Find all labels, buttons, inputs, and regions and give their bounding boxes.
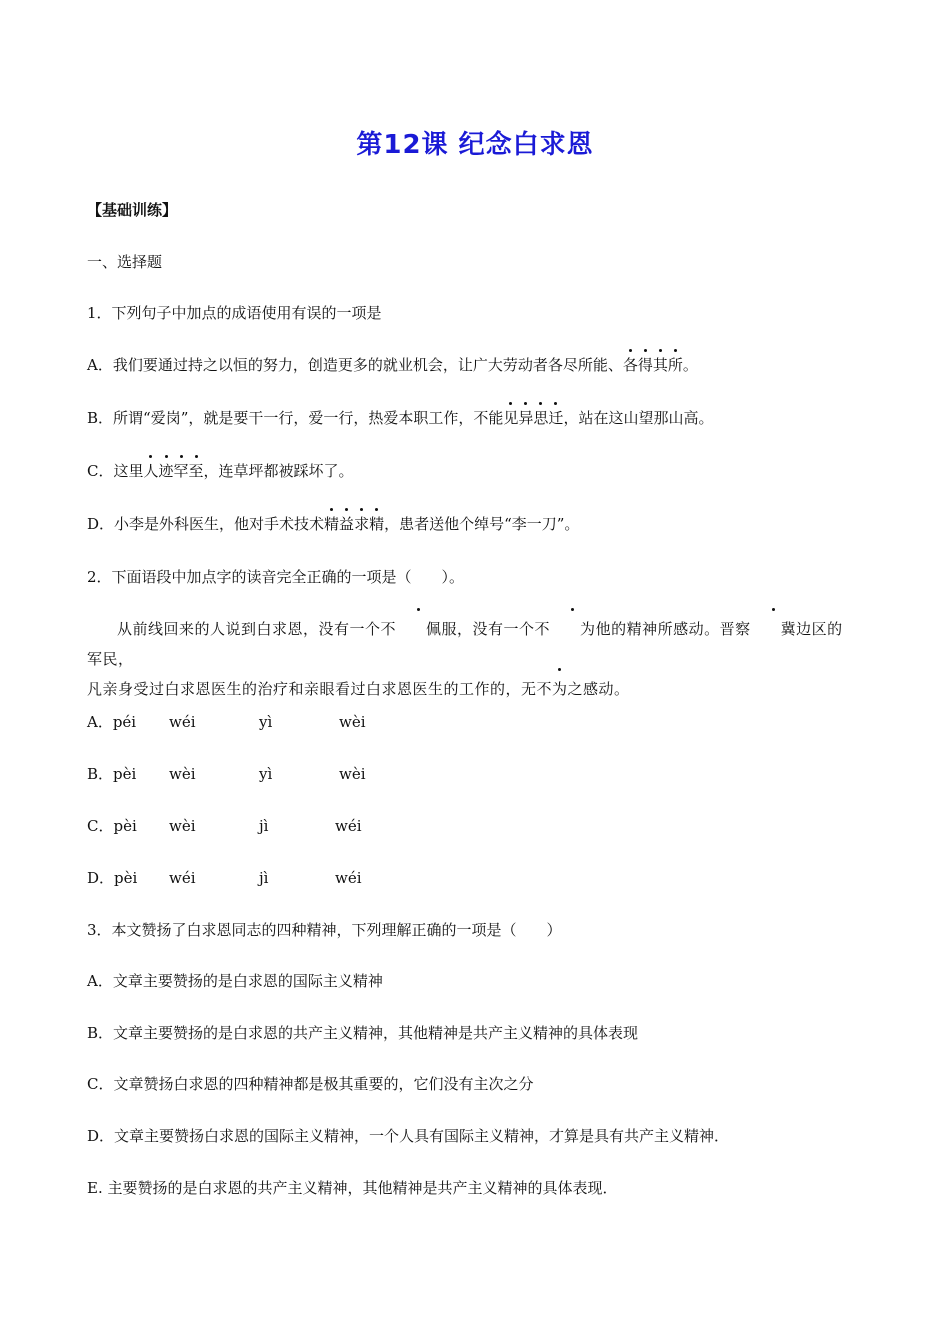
question-3-option-a[interactable]: A．文章主要赞扬的是白求恩的国际主义精神: [87, 972, 383, 990]
dotted-char: 各: [622, 356, 638, 374]
dotted-char: 冀: [751, 614, 797, 644]
question-1-option-c[interactable]: [87, 461, 354, 481]
question-1-stem: 1．下列句子中加点的成语使用有误的一项是: [87, 304, 382, 322]
option-text: 。: [682, 356, 698, 374]
question-3-option-c[interactable]: C．文章赞扬白求恩的四种精神都是极其重要的，它们没有主次之分: [87, 1075, 534, 1093]
dotted-char: 为: [550, 614, 596, 644]
option-text: ，连草坪都被踩坏了。: [203, 462, 354, 480]
pinyin: jì: [259, 869, 269, 887]
question-2-option-a[interactable]: [87, 712, 366, 732]
dotted-char: 迹: [158, 462, 174, 480]
passage-text: 从前线回来的人说到白求恩，没有一个不: [117, 620, 397, 638]
dotted-char: 所: [667, 356, 683, 374]
question-2-option-c[interactable]: [87, 816, 362, 836]
dotted-char: 为: [552, 674, 568, 704]
section-heading: 【基础训练】: [87, 201, 178, 219]
pinyin: wéi: [335, 817, 362, 835]
passage-line: [87, 614, 857, 674]
question-3-option-d[interactable]: D．文章主要赞扬白求恩的国际主义精神，一个人具有国际主义精神，才算是具有共产主义精神．: [87, 1127, 730, 1145]
option-text: ，站在这山望那山高。: [563, 409, 714, 427]
option-label: C．pèi: [87, 817, 137, 835]
page-title: 第12课 纪念白求恩: [356, 130, 594, 160]
dotted-char: 罕: [173, 462, 189, 480]
option-text: D．小李是外科医生，他对手术技术: [87, 515, 325, 533]
pinyin: wéi: [169, 713, 196, 731]
option-text: C．这里: [87, 462, 144, 480]
dotted-char: 得: [637, 356, 653, 374]
question-3-option-b[interactable]: B．文章主要赞扬的是白求恩的共产主义精神，其他精神是共产主义精神的具体表现: [87, 1024, 639, 1042]
pinyin: jì: [259, 817, 269, 835]
dotted-char: 见: [503, 409, 519, 427]
passage-text: 之感动。: [567, 680, 630, 698]
passage-line: [87, 674, 857, 704]
dotted-char: 益: [339, 515, 355, 533]
question-3-stem: 3．本文赞扬了白求恩同志的四种精神，下列理解正确的一项是（ ）: [87, 921, 562, 939]
passage-text: 凡亲身受过白求恩医生的治疗和亲眼看过白求恩医生的工作的，无不: [87, 680, 553, 698]
dotted-char: 精: [369, 515, 385, 533]
pinyin: wèi: [169, 817, 196, 835]
question-2-stem: 2．下面语段中加点字的读音完全正确的一项是（ ）。: [87, 568, 465, 586]
question-2-option-d[interactable]: [87, 868, 362, 888]
dotted-char: 迁: [548, 409, 564, 427]
dotted-char: 其: [652, 356, 668, 374]
question-2-option-b[interactable]: [87, 764, 366, 784]
pinyin: wèi: [339, 765, 366, 783]
question-3-option-e[interactable]: E. 主要赞扬的是白求恩的共产主义精神，其他精神是共产主义精神的具体表现．: [87, 1179, 618, 1197]
part-heading: 一、选择题: [87, 253, 163, 271]
dotted-char: 求: [354, 515, 370, 533]
option-text: A．我们要通过持之以恒的努力，创造更多的就业机会，让广大劳动者各尽所能、: [87, 356, 623, 374]
dotted-char: 佩: [396, 614, 442, 644]
pinyin: yì: [259, 765, 273, 783]
option-label: A．péi: [87, 713, 137, 731]
passage-text: 服，没有一个不: [441, 620, 551, 638]
question-1-option-a[interactable]: [87, 355, 698, 375]
dotted-char: 至: [188, 462, 204, 480]
option-text: B．所谓“爱岗”，就是要干一行，爱一行，热爱本职工作，不能: [87, 409, 504, 427]
dotted-char: 思: [533, 409, 549, 427]
pinyin: yì: [259, 713, 273, 731]
option-label: B．pèi: [87, 765, 137, 783]
dotted-char: 异: [518, 409, 534, 427]
passage-text: 边区的军民，: [87, 620, 843, 668]
dotted-char: 精: [324, 515, 340, 533]
pinyin: wèi: [339, 713, 366, 731]
pinyin: wèi: [169, 765, 196, 783]
option-text: ，患者送他个绰号“李一刀”。: [384, 515, 580, 533]
question-1-option-b[interactable]: [87, 408, 713, 428]
passage-text: 他的精神所感动。晋察: [595, 620, 751, 638]
question-2-passage: [87, 614, 857, 704]
pinyin: wéi: [169, 869, 196, 887]
pinyin: wéi: [335, 869, 362, 887]
dotted-char: 人: [143, 462, 159, 480]
question-1-option-d[interactable]: [87, 514, 579, 534]
option-label: D．pèi: [87, 869, 138, 887]
